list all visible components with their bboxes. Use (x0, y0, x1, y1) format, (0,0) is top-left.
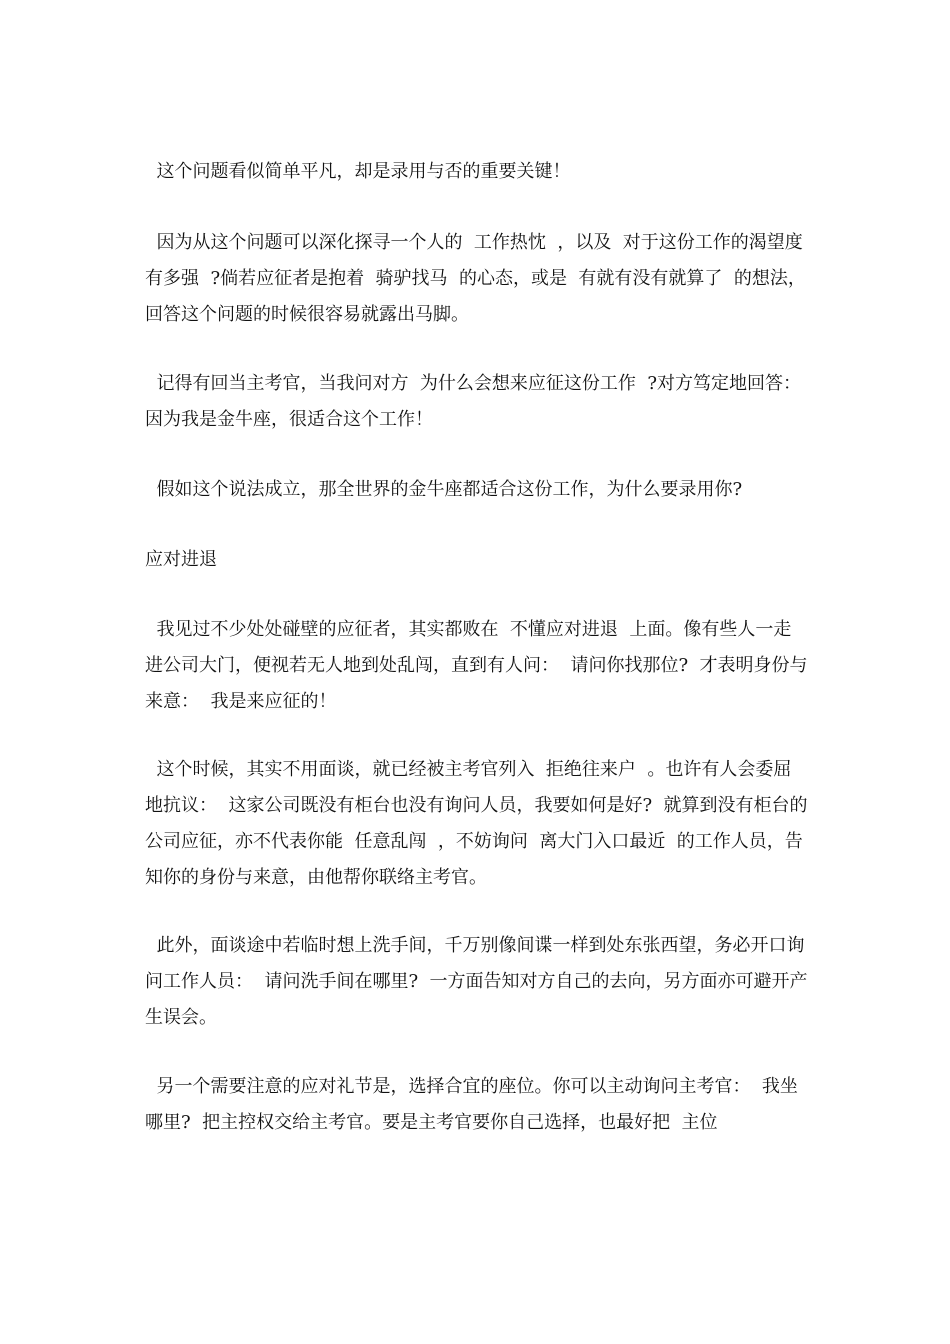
paragraph-3: 记得有回当主考官，当我问对方 为什么会想来应征这份工作 ?对方笃定地回答： 因为我是金牛座，很适合这个工作！ (145, 373, 813, 430)
paragraph-7: 此外，面谈途中若临时想上洗手间，千万别像间谍一样到处东张西望，务必开口询问工作人员： 请问洗手间在哪里? 一方面告知对方自己的去向，另方面亦可避开产生误会。 (145, 935, 808, 1028)
paragraph-1: 这个问题看似简单平凡，却是录用与否的重要关键！ (145, 161, 571, 182)
paragraph-5: 我见过不少处处碰壁的应征者，其实都败在 不懂应对进退 上面。像有些人一走进公司大门，便视若无人地到处乱闯，直到有人问： 请问你找那位? 才表明身份与来意： 我是来应征的！ (145, 619, 808, 712)
section-heading: 应对进退 (145, 549, 217, 570)
paragraph-8: 另一个需要注意的应对礼节是，选择合宜的座位。你可以主动询问主考官： 我坐哪里? 把主控权交给主考官。要是主考官要你自己选择，也最好把 主位 (145, 1076, 798, 1133)
paragraph-2: 因为从这个问题可以深化探寻一个人的 工作热忱 ，以及 对于这份工作的渴望度有多强 ?倘若应征者是抱着 骑驴找马 的心态，或是 有就有没有就算了 的想法，回答这个问题的时候很容易就露出马脚。 (145, 232, 806, 325)
paragraph-4: 假如这个说法成立，那全世界的金牛座都适合这份工作，为什么要录用你? (145, 479, 743, 500)
paragraph-6: 这个时候，其实不用面谈，就已经被主考官列入 拒绝往来户 。也许有人会委屈地抗议： 这家公司既没有柜台也没有询问人员，我要如何是好? 就算到没有柜台的公司应征，亦不代表你能 任意乱闯 ，不妨询问 离大门入口最近 的工作人员，告知你的身份与来意，由他帮你联络主考官。 (145, 759, 808, 888)
